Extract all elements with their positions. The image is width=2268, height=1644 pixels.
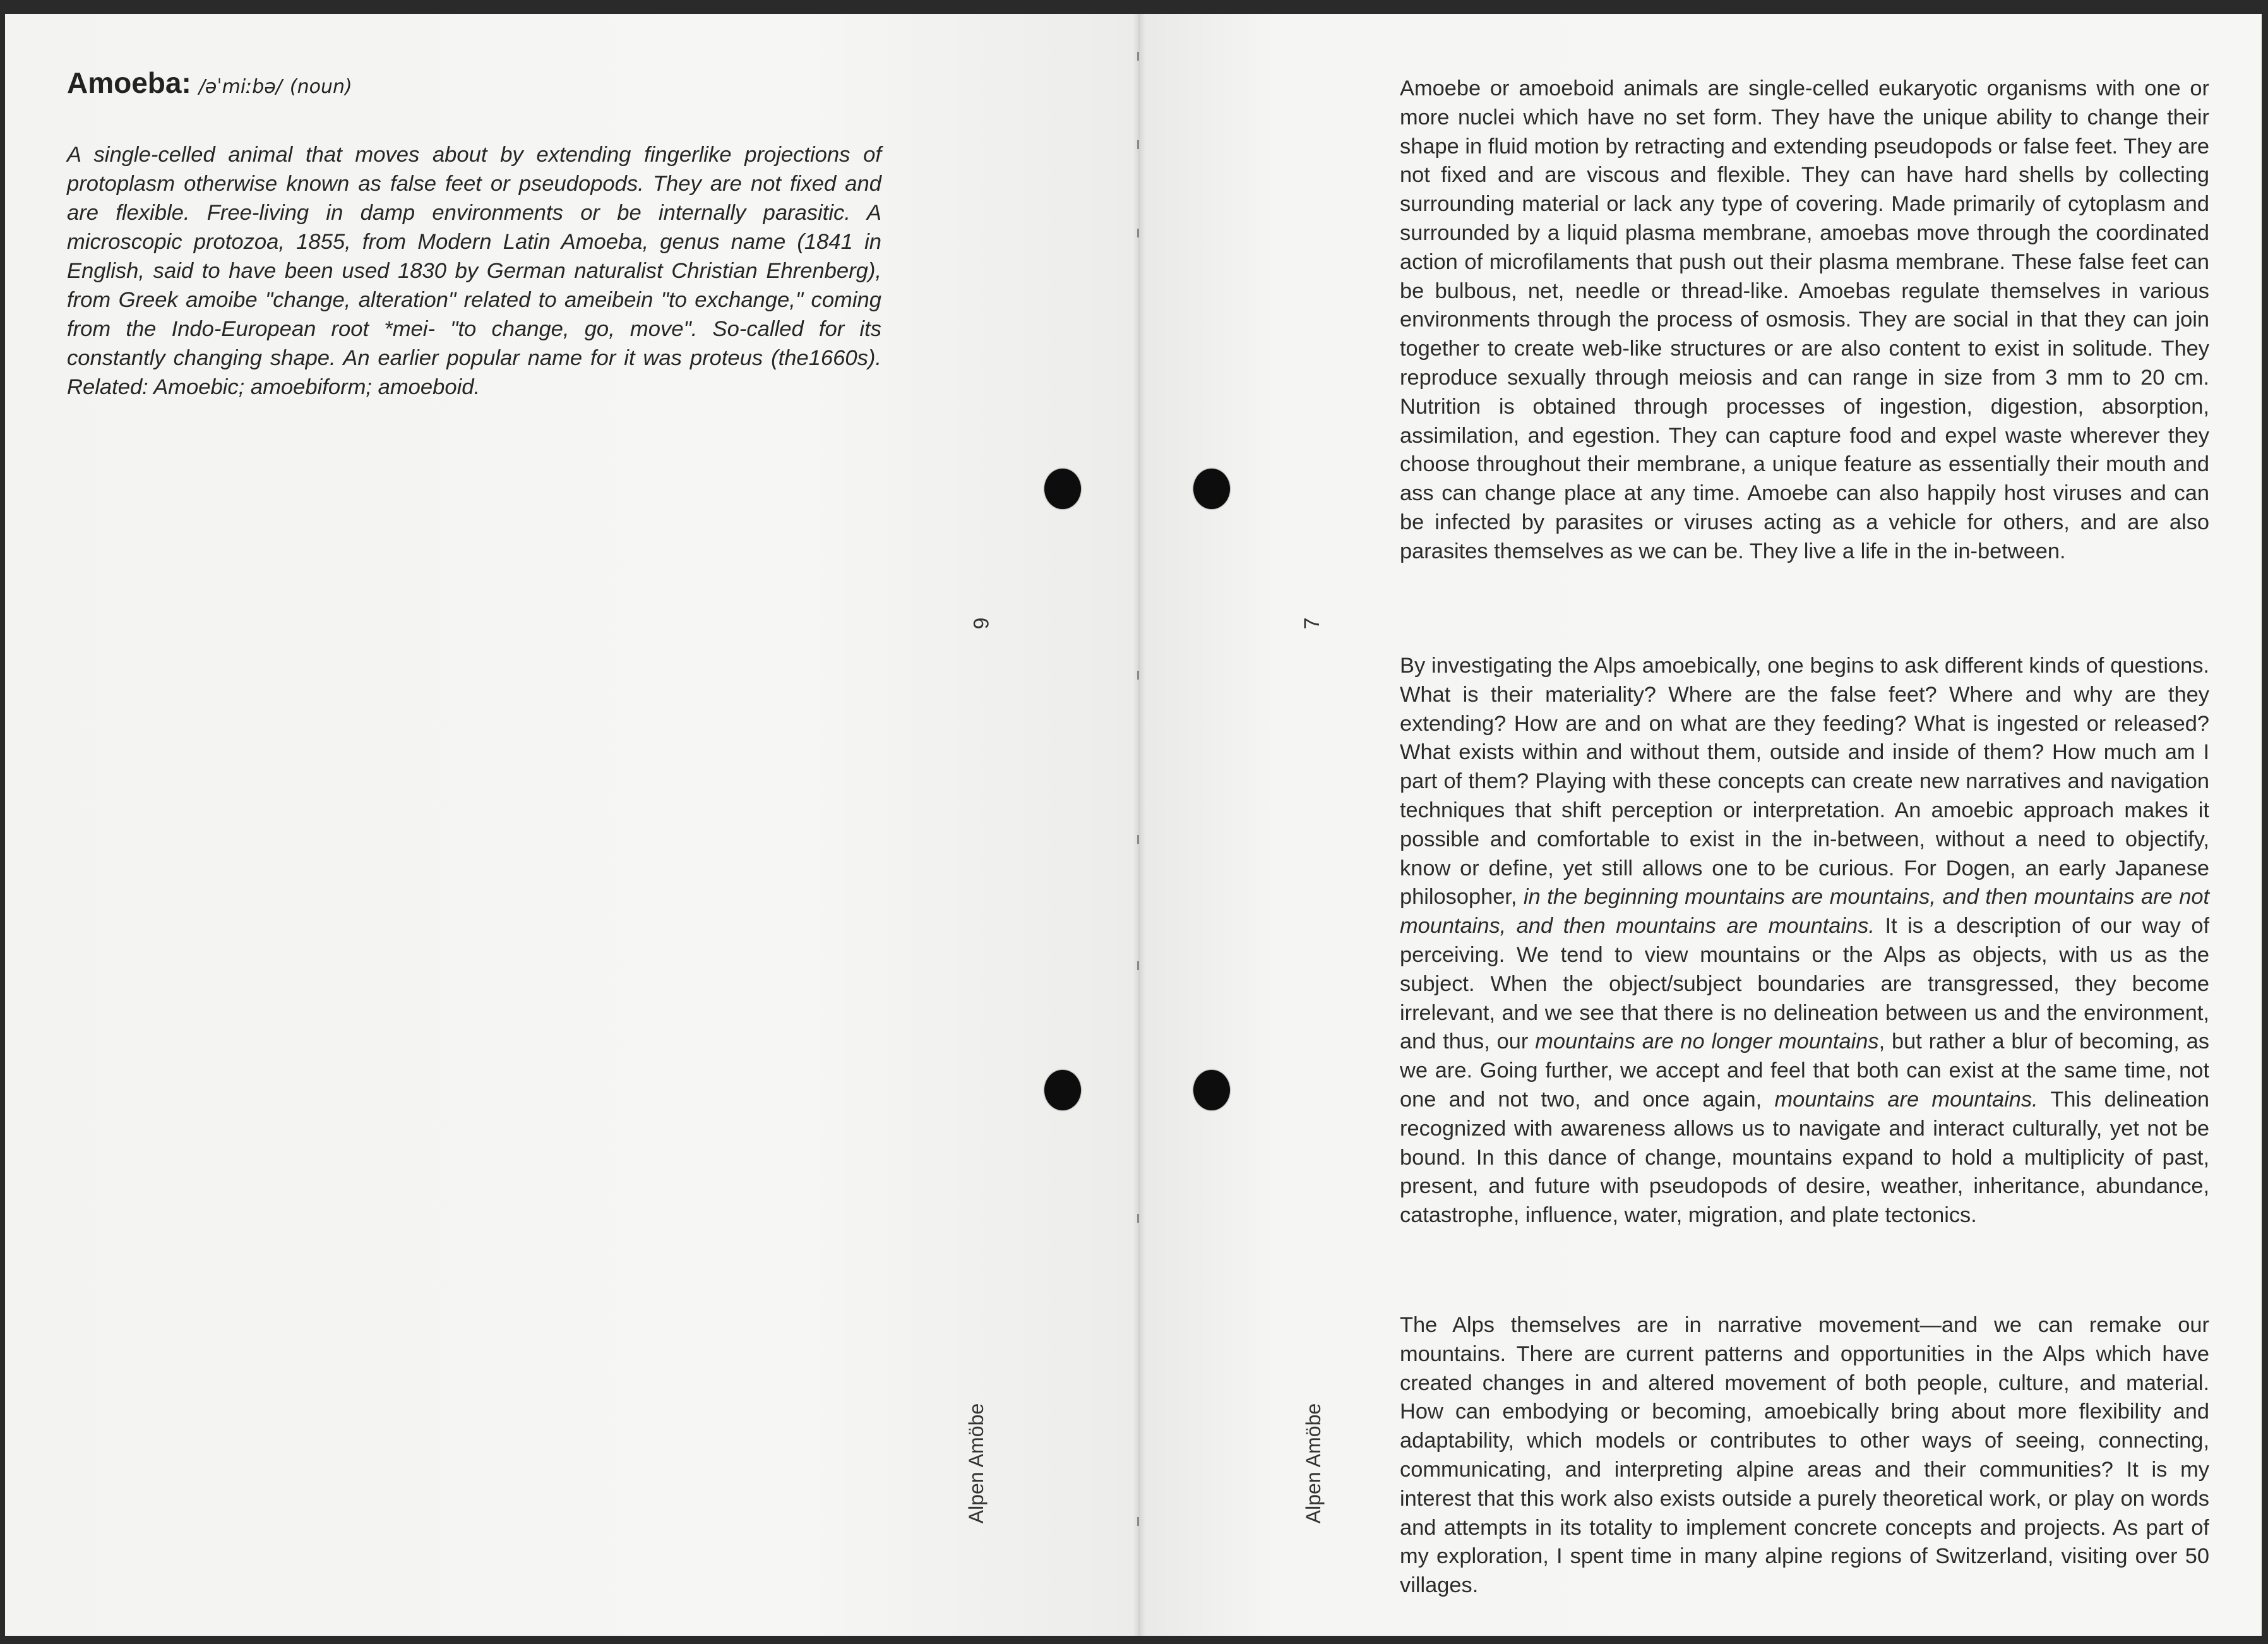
binding-stitch <box>1137 671 1139 680</box>
page-number-right: 7 <box>1300 617 1324 630</box>
running-head-left: Alpen Amöbe <box>965 1403 988 1524</box>
binding-stitch <box>1137 52 1139 61</box>
page-number-left: 6 <box>969 617 993 630</box>
entry-definition: A single-celled animal that moves about by extending fingerlike projections of protoplasm otherwise known as false feet or pseudopods. They are not fixed and are flexible. Free-living in damp environments or be internally parasitic. A microscopic protozoa, 1855, from Modern Latin Amoeba, genus name (1841 in English, said to have been used 1830 by German naturalist Christian Ehrenberg), from Greek amoibe "change, alteration" related to ameibein "to exchange," coming from the Indo-European root *mei- "to change, go, move". So-called for its constantly changing shape. An earlier popular name for it was proteus (the1660s). Related: Amoebic; amoebiform; amoeboid. <box>67 143 881 399</box>
paragraph-text: It is a description of our way of perceiving. We tend to view mountains or the Alps as objects, with us as the subject. When the object/subject boundaries are transgressed, they become irrelevant, and we see that there is no delineation between us and the environment, and thus, our <box>1400 914 2210 1054</box>
body-paragraph-2 <box>1400 652 2209 1230</box>
binding-stitch <box>1137 229 1139 237</box>
paragraph-text: This delineation recognized with awareness allows us to navigate and interact culturally, yet not be bound. In this dance of change, mountains expand to hold a multiplicity of past, present, and future with pseudopods of desire, weather, inheritance, abundance, catastrophe, influence, water, migration, and plate tectonics. <box>1400 1087 2209 1228</box>
entry-phonetic: /əˈmiːbə/ <box>198 76 282 98</box>
binding-stitch <box>1137 1517 1139 1526</box>
emphasis-text: mountains are no longer mountains <box>1535 1029 1879 1054</box>
binding-stitch <box>1137 140 1139 149</box>
dogen-quote: in the beginning mountains are mountains, and then mountains are not mountains, and then mountains are mountains. <box>1400 885 2210 939</box>
punch-hole <box>1044 469 1081 509</box>
body-paragraph-3: The Alps themselves are in narrative movement—and we can remake our mountains. There are current patterns and opportunities in the Alps which have created changes in and altered movement of both people, culture, and material. How can embodying or becoming, amoebically bring about more flexibility and adaptability, which models or contributes to other ways of seeing, connecting, communicating, and interpreting alpine areas and their communities? It is my interest that this work also exists outside a purely theoretical work, or play on words and attempts in its totality to implement concrete concepts and projects. As part of my exploration, I spent time in many alpine regions of Switzerland, visiting over 50 villages. <box>1400 1313 2209 1598</box>
book-spread <box>5 14 2262 1636</box>
punch-hole <box>1193 1070 1230 1110</box>
dictionary-entry-header <box>67 66 888 100</box>
paragraph-text: , but rather a blur of becoming, as we are. Going further, we accept and feel that both can exist at the same time, not one and not two, and once again, <box>1400 1029 2209 1112</box>
punch-hole <box>1193 469 1230 509</box>
body-paragraph-1: Amoebe or amoeboid animals are single-celled eukaryotic organisms with one or more nuclei which have no set form. They have the unique ability to change their shape in fluid motion by retracting and extending pseudopods or false feet. They are not fixed and are viscous and flexible. They can have hard shells by collecting surrounding material or lack any type of covering. Made primarily of cytoplasm and surrounded by a liquid plasma membrane, amoebas move through the coordinated action of microfilaments that push out their plasma membrane. These false feet can be bulbous, net, needle or thread-like. Amoebas regulate themselves in various environments through the process of osmosis. They are social in that they can join together to create web-like structures or are also content to exist in solitude. They reproduce sexually through meiosis and can range in size from 3 mm to 20 cm. Nutrition is obtained through processes of ingestion, digestion, absorption, assimilation, and egestion. They can capture food and expel waste wherever they choose throughout their membrane, a unique feature as essentially their mouth and ass can change place at any time. Amoebe can also happily host viruses and can be infected by parasites or viruses acting as a vehicle for others, and are also parasites themselves as we can be. They live a life in the in-between. <box>1400 76 2209 563</box>
emphasis-text: mountains are mountains. <box>1774 1087 2038 1112</box>
book-gutter <box>1133 14 1145 1636</box>
entry-part-of-speech: (noun) <box>289 76 352 98</box>
punch-hole <box>1044 1070 1081 1110</box>
binding-stitch <box>1137 1214 1139 1223</box>
running-head-right: Alpen Amöbe <box>1302 1403 1325 1524</box>
entry-term: Amoeba: <box>67 66 191 99</box>
binding-stitch <box>1137 835 1139 844</box>
binding-stitch <box>1137 961 1139 970</box>
paragraph-text: By investigating the Alps amoebically, one begins to ask different kinds of questions. What is their materiality? Where are the false feet? Where and why are they extending? How are and on what are they feeding? What is ingested or released? What exists within and without them, outside and inside of them? How much am I part of them? Playing with these concepts can create new narratives and navigation techniques that shift perception or interpretation. An amoebic approach makes it possible and comfortable to exist in the in-between, without a need to objectify, know or define, yet still allows one to be curious. For Dogen, an early Japanese philosopher, <box>1400 654 2209 909</box>
